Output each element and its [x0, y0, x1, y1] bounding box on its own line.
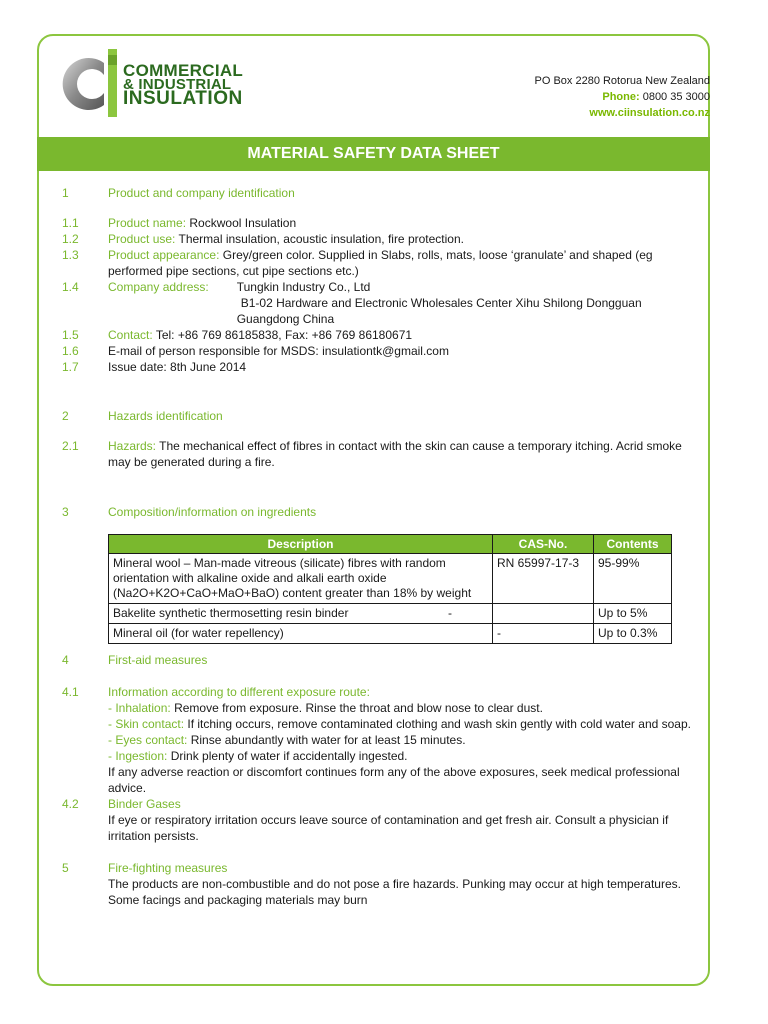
route-label: - Skin contact:	[108, 717, 185, 731]
table-cell: RN 65997-17-3	[493, 554, 594, 604]
item-number: 1.5	[62, 328, 79, 342]
item-number: 2.1	[62, 439, 79, 453]
item-number: 1.4	[62, 280, 79, 294]
item-4-2	[62, 796, 702, 844]
route-text: If itching occurs, remove contaminated clothing and wash skin gently with cold water and soap.	[187, 717, 691, 731]
item-label: Contact:	[108, 328, 153, 342]
table-cell	[493, 604, 594, 624]
item-4-1	[62, 684, 702, 796]
item-heading: Binder Gases	[108, 797, 181, 811]
route-label: - Eyes contact:	[108, 733, 188, 747]
section-2-heading	[62, 408, 702, 424]
table-cell: -	[493, 624, 594, 644]
item-1-6	[62, 343, 702, 359]
column-header: Description	[109, 535, 493, 554]
section-title: Composition/information on ingredients	[108, 505, 317, 519]
table-cell: Up to 5%	[594, 604, 672, 624]
section-4-heading	[62, 652, 702, 668]
section-3-heading	[62, 504, 702, 520]
company-logo	[62, 49, 272, 117]
logo-line-3: INSULATION	[123, 88, 243, 109]
cell-text: Bakelite synthetic thermosetting resin binder	[113, 606, 349, 620]
section-number: 1	[62, 186, 69, 200]
section-title: Product and company identification	[108, 186, 295, 200]
item-number: 1.3	[62, 248, 79, 262]
item-1-4	[62, 279, 702, 327]
phone-number: 0800 35 3000	[642, 91, 710, 103]
contact-block	[535, 73, 711, 121]
route-inhalation	[108, 700, 702, 716]
section-number: 5	[62, 861, 69, 875]
column-header: CAS-No.	[493, 535, 594, 554]
ingredients-table	[108, 534, 672, 644]
route-eyes-contact	[108, 732, 702, 748]
item-text: E-mail of person responsible for MSDS: insulationtk@gmail.com	[108, 344, 449, 358]
item-text: Grey/green color. Supplied in Slabs, rolls, mats, loose ‘granulate’ and shaped (eg performed pipe sections, cut pipe sections etc.)	[108, 248, 653, 278]
item-1-1	[62, 215, 702, 231]
section-number: 4	[62, 653, 69, 667]
table-cell: 95-99%	[594, 554, 672, 604]
first-aid-note: If any adverse reaction or discomfort continues form any of the above exposures, seek medical professional advice.	[108, 765, 680, 795]
page-title: MATERIAL SAFETY DATA SHEET	[37, 137, 710, 171]
table-cell: Up to 0.3%	[594, 624, 672, 644]
table-header-row	[109, 535, 672, 554]
route-label: - Ingestion:	[108, 749, 168, 763]
cell-dash: -	[448, 606, 452, 620]
table-row	[109, 604, 672, 624]
item-label: Company address:	[108, 280, 209, 294]
item-text: Rockwool Insulation	[189, 216, 297, 230]
postal-address: PO Box 2280 Rotorua New Zealand	[534, 75, 710, 87]
route-ingestion	[108, 748, 702, 764]
item-2-1	[62, 438, 702, 470]
table-cell	[109, 604, 493, 624]
table-cell: Mineral oil (for water repellency)	[109, 624, 493, 644]
document-body	[62, 185, 702, 908]
phone-label: Phone:	[602, 91, 640, 103]
table-row	[109, 624, 672, 644]
logo-line-1: COMMERCIAL	[123, 61, 244, 80]
item-number: 1.2	[62, 232, 79, 246]
address-line-1: Tungkin Industry Co., Ltd	[236, 280, 371, 294]
section-text: The products are non-combustible and do not pose a fire hazards. Punking may occur at high temperatures. Some facings and packaging materials may burn	[108, 877, 681, 907]
table-row	[109, 554, 672, 604]
section-title: Fire-fighting measures	[108, 861, 228, 875]
route-text: Rinse abundantly with water for at least 15 minutes.	[190, 733, 466, 747]
item-text: If eye or respiratory irritation occurs leave source of contamination and get fresh air. Consult a physician if irritation persists.	[108, 813, 669, 843]
route-skin-contact	[108, 716, 702, 732]
ci-logo-icon	[62, 49, 122, 117]
item-label: Product name:	[108, 216, 187, 230]
item-heading: Information according to different exposure route:	[108, 685, 370, 699]
item-1-5	[62, 327, 702, 343]
website-link[interactable]: www.ciinsulation.co.nz	[589, 107, 710, 119]
item-label: Hazards:	[108, 439, 157, 453]
route-text: Drink plenty of water if accidentally ingested.	[170, 749, 408, 763]
item-text: The mechanical effect of fibres in contact with the skin can cause a temporary itching. Acrid smoke may be generated during a fire.	[108, 439, 682, 469]
item-text: Tel: +86 769 86185838, Fax: +86 769 86180671	[155, 328, 413, 342]
item-number: 1.7	[62, 360, 79, 374]
section-1-heading	[62, 185, 702, 201]
section-number: 2	[62, 409, 69, 423]
address-line-2: B1-02 Hardware and Electronic Wholesales Center Xihu Shilong Dongguan	[240, 296, 642, 310]
item-number: 1.1	[62, 216, 79, 230]
route-text: Remove from exposure. Rinse the throat and blow nose to clear dust.	[174, 701, 543, 715]
item-number: 4.2	[62, 797, 79, 811]
column-header: Contents	[594, 535, 672, 554]
logo-line-2: & INDUSTRIAL	[123, 76, 232, 93]
address-line-3: Guangdong China	[236, 312, 335, 326]
item-1-7	[62, 359, 702, 375]
section-5	[62, 860, 702, 908]
item-text: Issue date: 8th June 2014	[108, 360, 247, 374]
item-label: Product appearance:	[108, 248, 220, 262]
item-1-3	[62, 247, 702, 279]
item-number: 4.1	[62, 685, 79, 699]
section-title: First-aid measures	[108, 653, 208, 667]
section-number: 3	[62, 505, 69, 519]
item-text: Thermal insulation, acoustic insulation, fire protection.	[178, 232, 464, 246]
section-title: Hazards identification	[108, 409, 223, 423]
item-number: 1.6	[62, 344, 79, 358]
table-cell: Mineral wool – Man-made vitreous (silicate) fibres with random orientation with alkaline oxide and alkali earth oxide (Na2O+K2O+CaO+MaO+BaO) content greater than 18% by weight	[109, 554, 493, 604]
route-label: - Inhalation:	[108, 701, 171, 715]
item-1-2	[62, 231, 702, 247]
item-label: Product use:	[108, 232, 176, 246]
